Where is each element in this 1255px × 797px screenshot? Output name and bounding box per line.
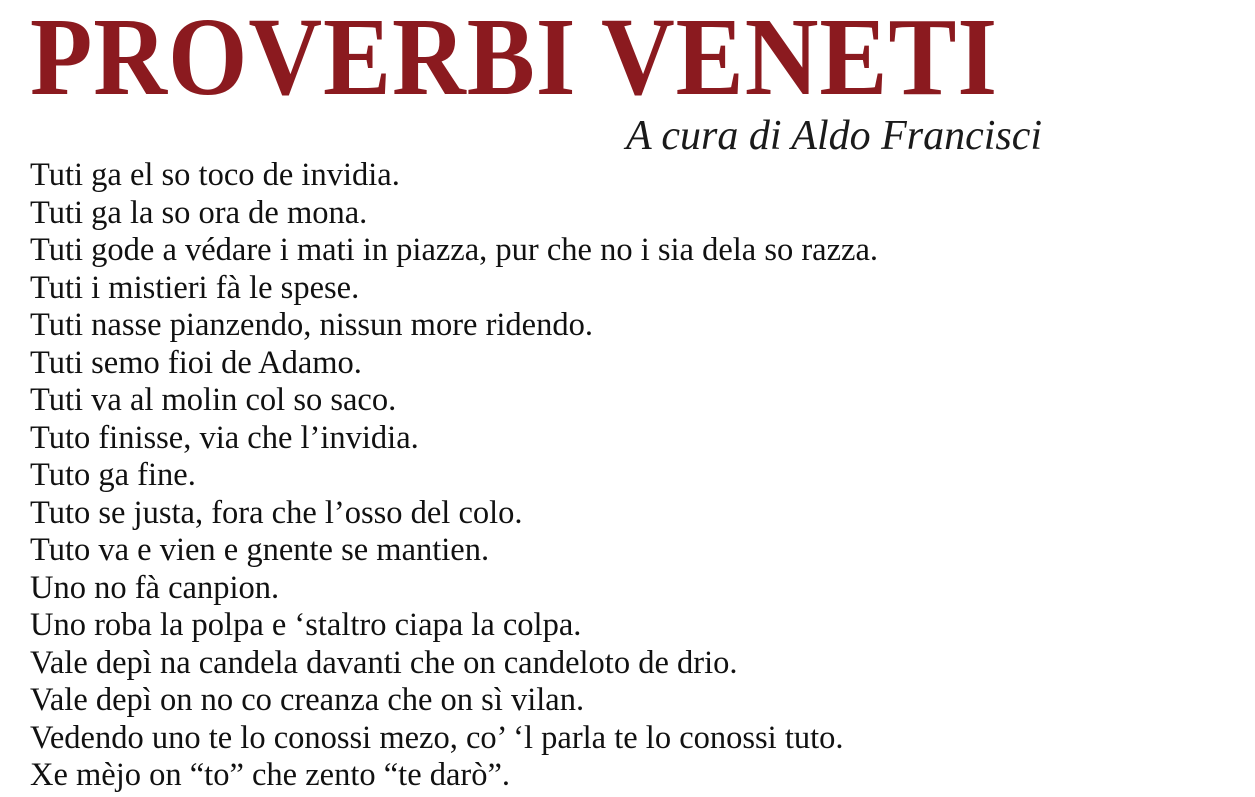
proverb-item: Tuto finisse, via che l’invidia. — [30, 419, 419, 456]
page-title: PROVERBI VENETI — [30, 0, 999, 119]
proverb-item: Vedendo uno te lo conossi mezo, co’ ‘l parla te lo conossi tuto. — [30, 719, 844, 756]
proverb-item: Vale depì on no co creanza che on sì vilan. — [30, 682, 585, 718]
proverb-item: Tuti ga el so toco de invidia. — [30, 157, 400, 193]
proverb-item: Uno roba la polpa e ‘staltro ciapa la colpa. — [30, 607, 582, 643]
proverb-item: Tuti gode a védare i mati in piazza, pur che no i sia dela so razza. — [30, 232, 878, 268]
proverb-item: Vale depì na candela davanti che on candeloto de drio. — [30, 644, 738, 681]
proverb-item: Uno no fà canpion. — [30, 569, 280, 606]
proverb-item: Tuti nasse pianzendo, nissun more ridendo. — [30, 307, 593, 343]
proverb-item: Xe mèjo on “to” che zento “te darò”. — [30, 757, 511, 793]
proverb-list — [30, 157, 878, 795]
page-subtitle: A cura di Aldo Francisci — [626, 113, 1043, 159]
proverb-item: Tuto ga fine. — [30, 457, 196, 493]
proverb-item: Tuto se justa, fora che l’osso del colo. — [30, 494, 523, 531]
proverb-item: Tuti ga la so ora de mona. — [30, 194, 368, 231]
proverb-item: Tuti i mistieri fà le spese. — [30, 269, 360, 306]
proverb-item: Tuto va e vien e gnente se mantien. — [30, 532, 490, 568]
proverb-item: Tuti semo fioi de Adamo. — [30, 344, 362, 381]
proverb-item: Tuti va al molin col so saco. — [30, 382, 397, 418]
